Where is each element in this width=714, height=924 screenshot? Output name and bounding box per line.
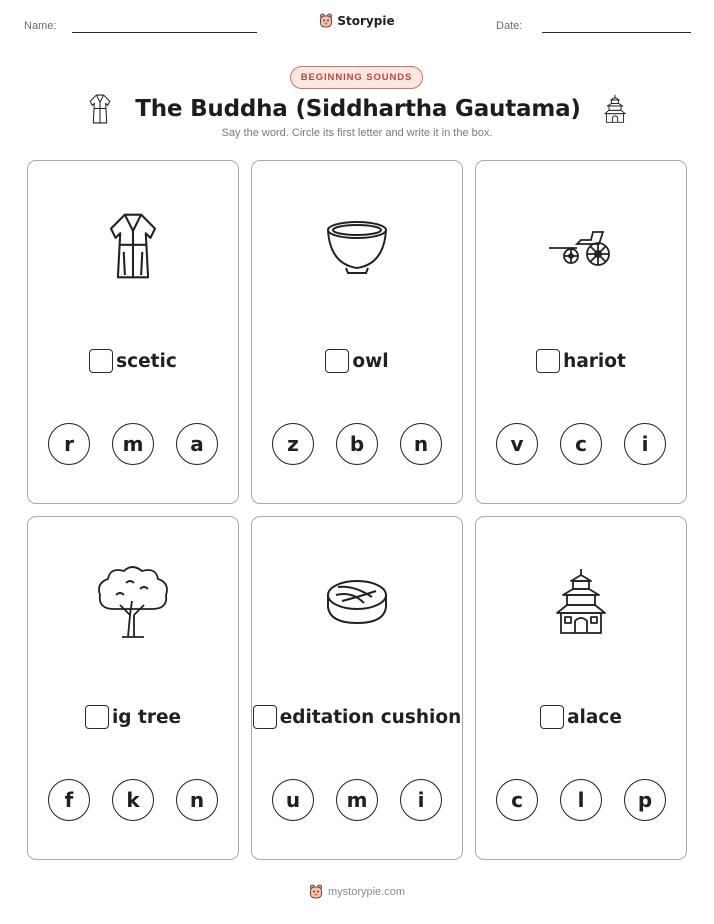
palace-icon: [553, 567, 609, 637]
letter-choice[interactable]: i: [624, 423, 666, 465]
word-row: [28, 349, 238, 373]
instructions: Say the word. Circle its first letter and write it in the box.: [221, 127, 493, 139]
letter-choice[interactable]: k: [112, 779, 154, 821]
bowl-icon: [324, 216, 390, 276]
answer-box[interactable]: [325, 349, 349, 373]
word-row: [28, 705, 238, 729]
page-title: The Buddha (Siddhartha Gautama): [135, 96, 581, 122]
letter-choices: [252, 779, 462, 821]
letter-choice[interactable]: c: [496, 779, 538, 821]
robe-icon: [87, 93, 113, 125]
letter-choice[interactable]: r: [48, 423, 90, 465]
letter-choice[interactable]: b: [336, 423, 378, 465]
partial-word: alace: [567, 706, 622, 728]
storypie-mascot-icon: [309, 884, 323, 900]
letter-choices: [28, 423, 238, 465]
footer-url[interactable]: mystorypie.com: [327, 886, 406, 898]
answer-box[interactable]: [540, 705, 564, 729]
card-picture: [476, 161, 686, 331]
date-line[interactable]: [542, 32, 691, 33]
letter-choice[interactable]: u: [272, 779, 314, 821]
word-row: [252, 705, 462, 729]
word-row: [476, 349, 686, 373]
letter-choice[interactable]: n: [176, 779, 218, 821]
card-picture: [28, 161, 238, 331]
answer-box[interactable]: [85, 705, 109, 729]
date-label: Date:: [496, 20, 523, 32]
letter-choice[interactable]: p: [624, 779, 666, 821]
robe-icon: [103, 210, 163, 282]
name-label: Name:: [24, 20, 57, 32]
letter-choice[interactable]: m: [112, 423, 154, 465]
word-card: [27, 160, 239, 504]
answer-box[interactable]: [89, 349, 113, 373]
letter-choice[interactable]: a: [176, 423, 218, 465]
letter-choices: [476, 779, 686, 821]
word-card: [27, 516, 239, 860]
footer: [0, 884, 714, 900]
card-picture: [476, 517, 686, 687]
word-card: [475, 516, 687, 860]
letter-choice[interactable]: m: [336, 779, 378, 821]
word-card: [251, 160, 463, 504]
cushion-icon: [324, 577, 390, 627]
card-picture: [28, 517, 238, 687]
tree-icon: [94, 565, 172, 639]
word-row: [252, 349, 462, 373]
letter-choice[interactable]: c: [560, 423, 602, 465]
palace-icon: [603, 94, 627, 124]
partial-word: hariot: [563, 350, 626, 372]
card-picture: [252, 517, 462, 687]
name-line[interactable]: [72, 32, 257, 33]
letter-choices: [252, 423, 462, 465]
brand-name: Storypie: [337, 14, 395, 28]
word-row: [476, 705, 686, 729]
partial-word: editation cushion: [279, 706, 462, 728]
letter-choice[interactable]: n: [400, 423, 442, 465]
partial-word: ig tree: [111, 706, 182, 728]
partial-word: scetic: [116, 350, 177, 372]
letter-choices: [28, 779, 238, 821]
answer-box[interactable]: [253, 705, 277, 729]
chariot-icon: [547, 224, 615, 268]
letter-choice[interactable]: l: [560, 779, 602, 821]
worksheet-type-badge: BEGINNING SOUNDS: [290, 66, 423, 89]
storypie-mascot-icon: [319, 13, 333, 29]
word-card: [475, 160, 687, 504]
letter-choices: [476, 423, 686, 465]
title-row: [0, 90, 714, 128]
letter-choice[interactable]: v: [496, 423, 538, 465]
letter-choice[interactable]: z: [272, 423, 314, 465]
card-picture: [252, 161, 462, 331]
letter-choice[interactable]: i: [400, 779, 442, 821]
word-card: [251, 516, 463, 860]
letter-choice[interactable]: f: [48, 779, 90, 821]
answer-box[interactable]: [536, 349, 560, 373]
partial-word: owl: [352, 350, 389, 372]
brand-logo: [0, 13, 714, 29]
